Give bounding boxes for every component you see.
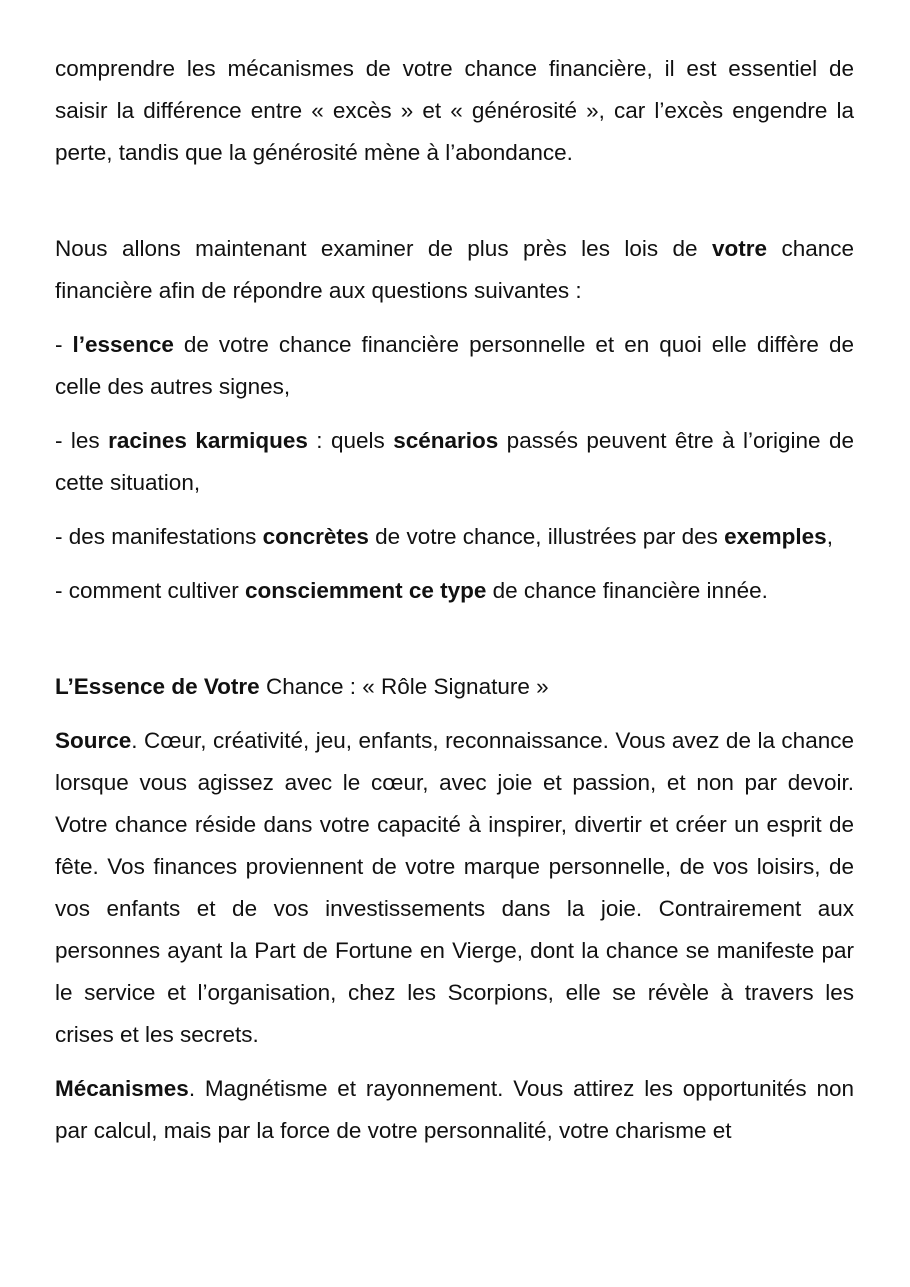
bullet-essence-bold: l’essence <box>72 332 174 357</box>
bullet-essence: - l’essence de votre chance financière personnelle et en quoi elle diffère de celle des autres signes, <box>55 332 854 399</box>
section-spacer <box>55 174 854 228</box>
laws-text-2: chance financière afin de répondre aux questions suivantes : <box>55 236 855 303</box>
laws-text-1: Nous allons maintenant examiner de plus près les lois de <box>55 236 712 261</box>
source-paragraph <box>55 720 854 1056</box>
laws-paragraph <box>55 228 854 312</box>
document-page <box>55 48 854 1152</box>
bullet-concretes-bold: concrètes <box>262 524 369 549</box>
intro-paragraph: comprendre les mécanismes de votre chance financière, il est essentiel de saisir la différence entre « excès » et « générosité », car l’excès engendre la perte, tandis que la générosité mène à l’abondance. <box>55 56 854 165</box>
bullet-scenarios-bold: scénarios <box>393 428 499 453</box>
mechanisms-text: . Magnétisme et rayonnement. Vous attirez les opportunités non par calcul, mais par la force de votre personnalité, votre charisme et <box>55 1076 854 1143</box>
section-spacer <box>55 612 854 666</box>
source-text: . Cœur, créativité, jeu, enfants, reconnaissance. Vous avez de la chance lorsque vous agissez avec le cœur, avec joie et passion, et non par devoir. Votre chance réside dans votre capacité à inspirer, divertir et créer un esprit de fête. Vos finances proviennent de votre marque personnelle, de vos loisirs, de vos enfants et de vos investissements dans la joie. Contrairement aux personnes ayant la Part de Fortune en Vierge, dont la chance se manifeste par le service et l’organisation, chez les Scorpions, elle se révèle à travers les crises et les secrets. <box>55 728 854 1047</box>
section-heading <box>55 666 854 708</box>
heading-bold: L’Essence de Votre <box>55 674 260 699</box>
laws-bold-votre: votre <box>712 236 768 261</box>
bullet-exemples-bold: exemples <box>724 524 827 549</box>
bullet-karmic-roots: - les racines karmiques : quels scénarios passés peuvent être à l’origine de cette situation, <box>55 428 854 495</box>
mechanisms-paragraph <box>55 1068 854 1152</box>
bullet-consciemment-bold: consciemment ce type <box>245 578 487 603</box>
source-label: Source <box>55 728 132 753</box>
bullet-cultivate: - comment cultiver consciemment ce type de chance financière innée. <box>55 578 768 603</box>
heading-rest: Chance : « Rôle Signature » <box>259 674 549 699</box>
bullet-manifestations: - des manifestations concrètes de votre chance, illustrées par des exemples, <box>55 524 833 549</box>
mechanisms-label: Mécanismes <box>55 1076 189 1101</box>
bullet-karmic-bold: racines karmiques <box>108 428 308 453</box>
